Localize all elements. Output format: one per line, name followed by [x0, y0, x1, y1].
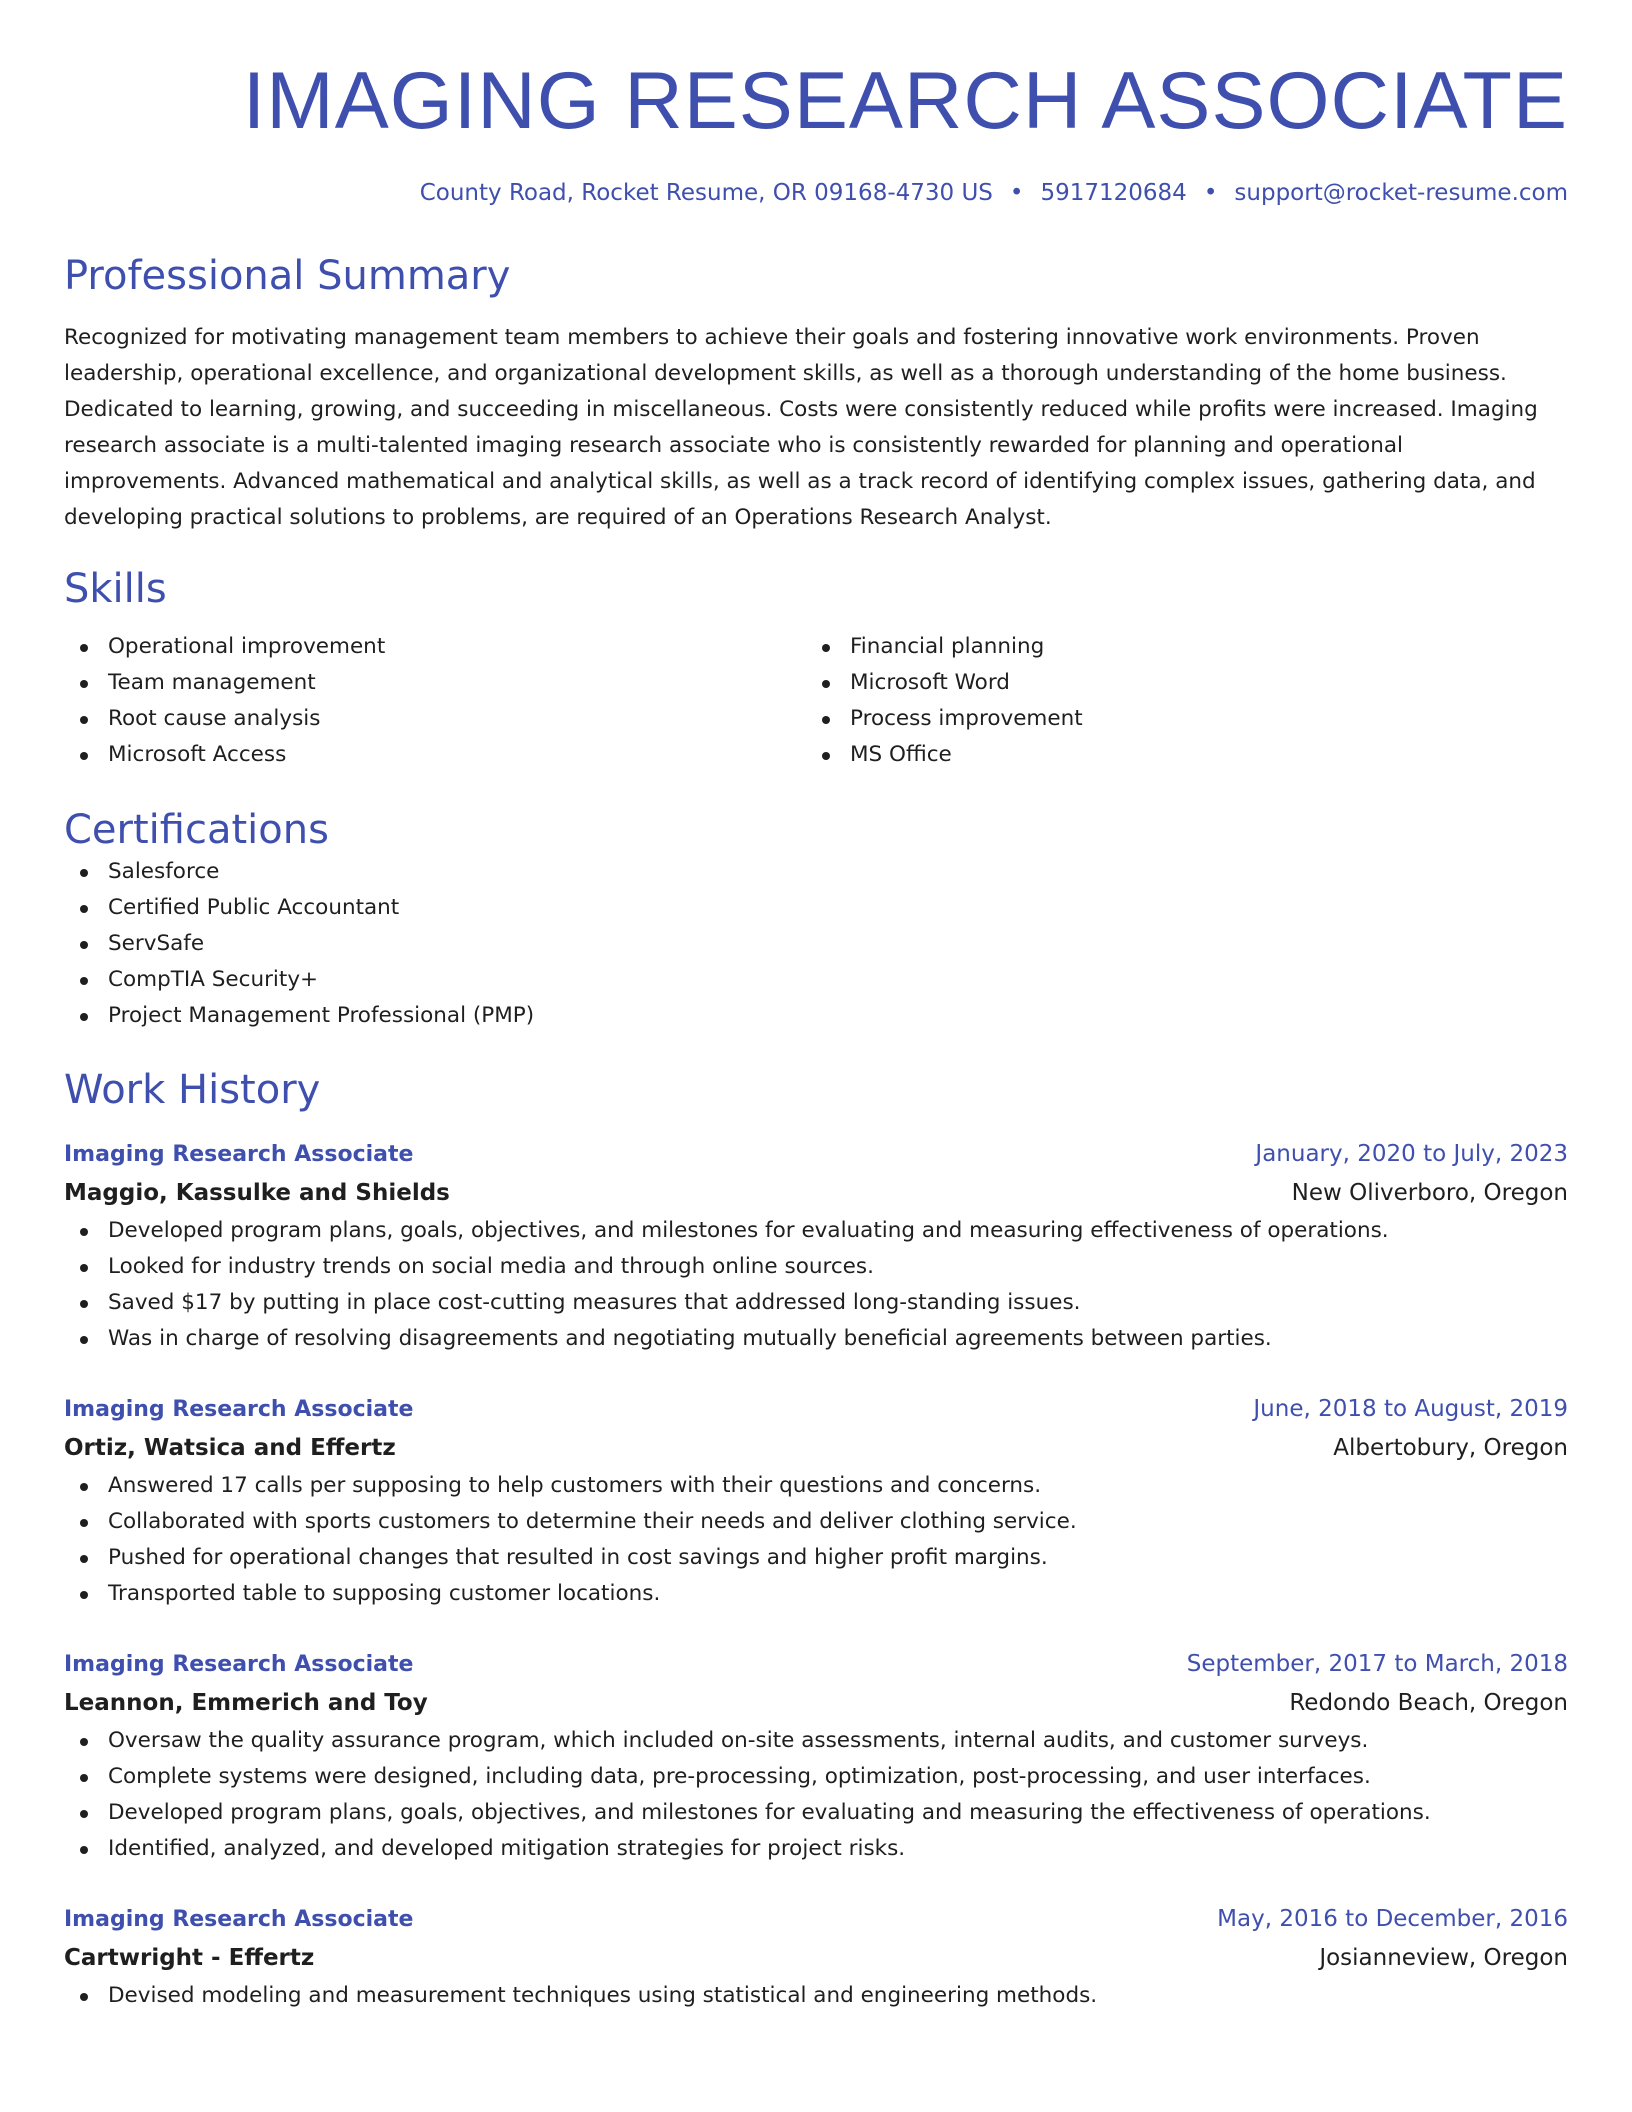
job-company: Maggio, Kassulke and Shields [64, 1180, 450, 1206]
job-bullets [64, 1213, 1568, 1357]
job-bullet: Developed program plans, goals, objectives, and milestones for evaluating and measuring the effectiveness of operations. [64, 1795, 1568, 1831]
job-bullet: Devised modeling and measurement techniques using statistical and engineering methods. [64, 1978, 1568, 2014]
job-title-row [64, 1646, 1568, 1683]
skills-list-left [64, 629, 806, 773]
job-title-row [64, 1901, 1568, 1938]
job-company-row [64, 1683, 1568, 1723]
certification-item: CompTIA Security+ [64, 962, 1568, 998]
certification-item: Project Management Professional (PMP) [64, 998, 1568, 1034]
skills-section [64, 565, 1568, 773]
skills-grid [64, 629, 1568, 773]
skill-item: Financial planning [806, 629, 1548, 665]
job-bullet: Was in charge of resolving disagreements and negotiating mutually beneficial agreements between parties. [64, 1321, 1568, 1357]
job-entry [64, 1901, 1568, 2014]
job-dates: September, 2017 to March, 2018 [1186, 1651, 1568, 1677]
work-history-section [64, 1066, 1568, 2014]
certifications-heading: Certifications [64, 807, 329, 853]
job-title: Imaging Research Associate [64, 1397, 414, 1422]
job-location: New Oliverboro, Oregon [1291, 1180, 1568, 1206]
job-company: Cartwright - Effertz [64, 1945, 315, 1971]
job-company-row [64, 1938, 1568, 1978]
job-bullet: Answered 17 calls per supposing to help customers with their questions and concerns. [64, 1468, 1568, 1504]
job-title: Imaging Research Associate [64, 1142, 414, 1167]
certification-item: Certified Public Accountant [64, 890, 1568, 926]
job-bullet: Looked for industry trends on social media and through online sources. [64, 1249, 1568, 1285]
job-bullet: Oversaw the quality assurance program, which included on-site assessments, internal audits, and customer surveys. [64, 1723, 1568, 1759]
summary-section [64, 252, 1568, 536]
job-location: Albertobury, Oregon [1333, 1435, 1568, 1461]
job-bullet: Collaborated with sports customers to determine their needs and deliver clothing service. [64, 1504, 1568, 1540]
skill-item: Microsoft Access [64, 737, 806, 773]
job-dates: May, 2016 to December, 2016 [1217, 1906, 1568, 1932]
skill-item: Root cause analysis [64, 701, 806, 737]
certifications-section [64, 806, 1568, 1034]
job-bullet: Transported table to supposing customer locations. [64, 1576, 1568, 1612]
work-history-heading: Work History [64, 1067, 321, 1113]
job-bullet: Identified, analyzed, and developed mitigation strategies for project risks. [64, 1831, 1568, 1867]
job-bullets [64, 1978, 1568, 2014]
skills-heading: Skills [64, 566, 167, 612]
certification-item: Salesforce [64, 854, 1568, 890]
job-bullet: Pushed for operational changes that resulted in cost savings and higher profit margins. [64, 1540, 1568, 1576]
certifications-list [64, 854, 1568, 1034]
job-title: Imaging Research Associate [64, 1907, 414, 1932]
job-bullet: Complete systems were designed, including data, pre-processing, optimization, post-processing, and user interfaces. [64, 1759, 1568, 1795]
summary-text: Recognized for motivating management team members to achieve their goals and fostering innovative work environments. Proven leadership, operational excellence, and organizational development skills, as well as a thorough understanding of the home business. Dedicated to learning, growing, and succeeding in miscellaneous. Costs were consistently reduced while profits were increased. Imaging research associate is a multi-talented imaging research associate who is consistently rewarded for planning and operational improvements. Advanced mathematical and analytical skills, as well as a track record of identifying complex issues, gathering data, and developing practical solutions to problems, are required of an Operations Research Analyst. [64, 325, 1538, 530]
job-bullets [64, 1468, 1568, 1612]
job-dates: June, 2018 to August, 2019 [1253, 1396, 1568, 1422]
skill-item: Process improvement [806, 701, 1548, 737]
job-entry [64, 1136, 1568, 1357]
job-entry [64, 1646, 1568, 1867]
job-bullets [64, 1723, 1568, 1867]
contact-separator: • [1009, 180, 1024, 206]
job-entry [64, 1391, 1568, 1612]
resume-title: IMAGING RESEARCH ASSOCIATE [242, 56, 1568, 146]
contact-address: County Road, Rocket Resume, OR 09168-4730 US [419, 180, 993, 206]
contact-line [64, 176, 1568, 210]
summary-heading: Professional Summary [64, 253, 511, 299]
job-bullet: Saved $17 by putting in place cost-cutting measures that addressed long-standing issues. [64, 1285, 1568, 1321]
certification-item: ServSafe [64, 926, 1568, 962]
contact-phone: 5917120684 [1040, 180, 1187, 206]
contact-email[interactable]: support@rocket-resume.com [1234, 180, 1568, 206]
job-company: Ortiz, Watsica and Effertz [64, 1435, 396, 1461]
resume-page [64, 0, 1568, 2014]
skill-item: Team management [64, 665, 806, 701]
job-company-row [64, 1173, 1568, 1213]
contact-separator: • [1203, 180, 1218, 206]
skill-item: MS Office [806, 737, 1548, 773]
job-company: Leannon, Emmerich and Toy [64, 1690, 428, 1716]
job-title-row [64, 1136, 1568, 1173]
job-title: Imaging Research Associate [64, 1652, 414, 1677]
job-bullet: Developed program plans, goals, objectives, and milestones for evaluating and measuring effectiveness of operations. [64, 1213, 1568, 1249]
job-title-row [64, 1391, 1568, 1428]
skills-list-right [806, 629, 1548, 773]
skill-item: Microsoft Word [806, 665, 1548, 701]
resume-header [64, 0, 1568, 210]
job-location: Redondo Beach, Oregon [1289, 1690, 1568, 1716]
skill-item: Operational improvement [64, 629, 806, 665]
job-location: Josianneview, Oregon [1319, 1945, 1568, 1971]
job-dates: January, 2020 to July, 2023 [1255, 1141, 1568, 1167]
job-company-row [64, 1428, 1568, 1468]
